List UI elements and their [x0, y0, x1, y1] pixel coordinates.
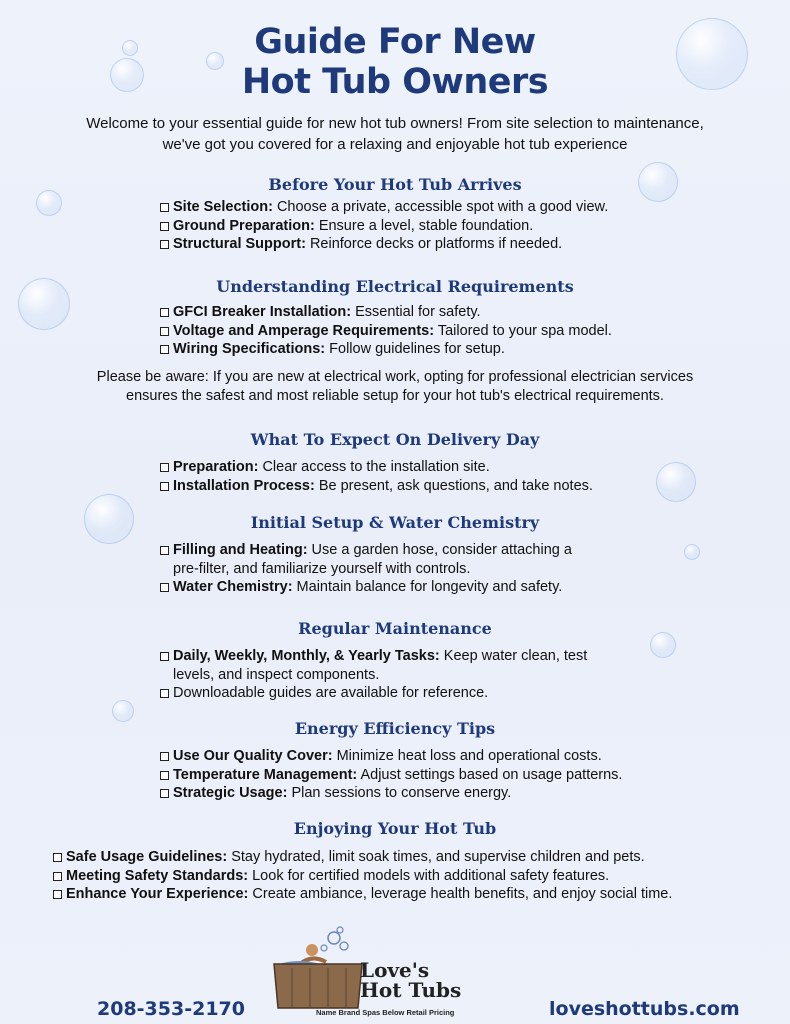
item-text: Adjust settings based on usage patterns. [357, 766, 623, 783]
item-text-continued: pre-filter, and familiarize yourself with controls. [173, 560, 471, 577]
item-label: Meeting Safety Standards: [66, 867, 249, 884]
checklist-electrical [160, 303, 612, 359]
bubble-decoration [684, 544, 700, 560]
website-link[interactable]: loveshottubs.com [549, 998, 740, 1020]
electrical-note-line-1: Please be aware: If you are new at electrical work, opting for professional electrician services [96, 369, 694, 385]
checklist-item [160, 198, 608, 217]
checkbox-icon [160, 689, 169, 698]
checkbox-icon [160, 789, 169, 798]
checkbox-icon [53, 890, 62, 899]
checkbox-icon [160, 652, 169, 661]
item-label: GFCI Breaker Installation: [173, 304, 352, 320]
intro-line-2: we've got you covered for a relaxing and enjoyable hot tub experience [162, 136, 628, 153]
checklist-item [53, 848, 672, 867]
checkbox-icon [160, 583, 169, 592]
item-text: Ensure a level, stable foundation. [314, 217, 534, 234]
checkbox-icon [160, 327, 169, 336]
checklist-item [160, 647, 587, 684]
checklist-item [160, 235, 608, 254]
section-heading-energy: Energy Efficiency Tips [294, 719, 496, 738]
item-text: Clear access to the installation site. [258, 459, 490, 475]
checklist-item [53, 885, 672, 904]
checklist-item [160, 322, 612, 341]
checklist-item [160, 340, 612, 359]
item-label: Structural Support: [173, 236, 306, 252]
item-text: Maintain balance for longevity and safety. [292, 579, 563, 595]
brand-logo [270, 924, 500, 1022]
item-label: Site Selection: [173, 199, 273, 215]
item-text: Downloadable guides are available for reference. [173, 685, 489, 701]
electrical-note-line-2: ensures the safest and most reliable setup for your hot tub's electrical requirements. [126, 388, 664, 404]
item-text: Keep water clean, test [439, 648, 588, 664]
checkbox-icon [160, 482, 169, 491]
checkbox-icon [160, 240, 169, 249]
checklist-enjoying [53, 848, 672, 904]
item-label: Installation Process: [173, 477, 315, 494]
intro-text [20, 113, 770, 155]
checkbox-icon [160, 222, 169, 231]
item-text: Look for certified models with additional safety features. [248, 867, 610, 884]
checkbox-icon [160, 463, 169, 472]
item-text-continued: levels, and inspect components. [173, 666, 380, 683]
checklist-item [160, 684, 587, 703]
item-text: Be present, ask questions, and take notes. [314, 477, 593, 494]
logo-name-line-2: Hot Tubs [360, 978, 462, 1002]
item-label: Voltage and Amperage Requirements: [173, 322, 435, 339]
item-text: Follow guidelines for setup. [325, 341, 505, 357]
item-text: Essential for safety. [351, 304, 481, 320]
item-label: Safe Usage Guidelines: [66, 849, 228, 865]
checkbox-icon [160, 546, 169, 555]
item-label: Preparation: [173, 459, 259, 475]
checklist-item [160, 303, 612, 322]
checklist-item [160, 578, 572, 597]
item-text: Tailored to your spa model. [434, 322, 612, 339]
checklist-energy [160, 747, 622, 803]
logo-wordmark [360, 960, 470, 1000]
logo-tagline: Name Brand Spas Below Retail Pricing [316, 1008, 455, 1017]
checklist-before-arrival [160, 198, 608, 254]
item-text: Use a garden hose, consider attaching a [307, 542, 572, 558]
item-text: Stay hydrated, limit soak times, and supervise children and pets. [227, 849, 645, 865]
item-label: Ground Preparation: [173, 217, 315, 234]
bubble-decoration [656, 462, 696, 502]
item-text: Minimize heat loss and operational costs. [332, 748, 602, 764]
item-label: Filling and Heating: [173, 542, 308, 558]
checklist-item [160, 784, 622, 803]
item-label: Daily, Weekly, Monthly, & Yearly Tasks: [173, 648, 440, 664]
checklist-item [160, 217, 608, 236]
item-text: Plan sessions to conserve energy. [287, 785, 512, 801]
intro-line-1: Welcome to your essential guide for new hot tub owners! From site selection to maintenance, [86, 115, 704, 132]
section-heading-maintenance: Regular Maintenance [298, 619, 492, 638]
checkbox-icon [160, 345, 169, 354]
item-label: Water Chemistry: [173, 579, 293, 595]
item-text: Choose a private, accessible spot with a good view. [272, 199, 609, 215]
section-heading-electrical: Understanding Electrical Requirements [216, 277, 574, 296]
checkbox-icon [160, 771, 169, 780]
item-label: Wiring Specifications: [173, 341, 326, 357]
item-label: Temperature Management: [173, 766, 358, 783]
electrical-note [20, 368, 770, 406]
item-label: Use Our Quality Cover: [173, 748, 333, 764]
checklist-item [160, 766, 622, 785]
item-label: Enhance Your Experience: [66, 886, 249, 902]
checklist-item [160, 747, 622, 766]
phone-number[interactable]: 208-353-2170 [97, 998, 245, 1020]
section-heading-setup: Initial Setup & Water Chemistry [250, 513, 540, 532]
title-line-1: Guide For New [254, 22, 536, 62]
checkbox-icon [160, 203, 169, 212]
item-label: Strategic Usage: [173, 785, 288, 801]
checklist-item [160, 477, 593, 496]
section-heading-delivery: What To Expect On Delivery Day [250, 430, 540, 449]
item-text: Reinforce decks or platforms if needed. [305, 236, 563, 252]
checkbox-icon [53, 872, 62, 881]
checkbox-icon [160, 752, 169, 761]
item-text: Create ambiance, leverage health benefits, and enjoy social time. [248, 886, 673, 902]
section-heading-before-arrival: Before Your Hot Tub Arrives [268, 175, 522, 194]
checklist-item [160, 458, 593, 477]
checklist-maintenance [160, 647, 587, 703]
section-heading-enjoying: Enjoying Your Hot Tub [293, 819, 497, 838]
checkbox-icon [53, 853, 62, 862]
checklist-setup [160, 541, 572, 597]
checkbox-icon [160, 308, 169, 317]
logo-name-line-1: Love's [360, 958, 430, 982]
title-line-2: Hot Tub Owners [241, 62, 549, 102]
checklist-item [53, 867, 672, 886]
page-title [0, 22, 790, 102]
checklist-item [160, 541, 572, 578]
checklist-delivery [160, 458, 593, 495]
